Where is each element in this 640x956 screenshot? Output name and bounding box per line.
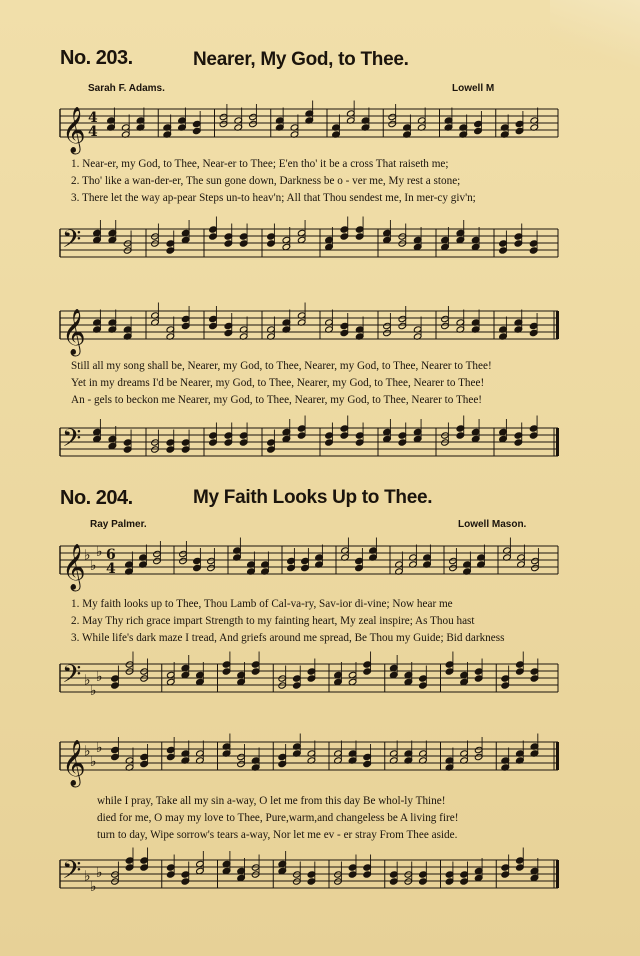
flat-sign-icon: ♭ xyxy=(96,740,103,756)
bass-clef-icon: 𝄢 xyxy=(62,424,82,459)
flat-sign-icon: ♭ xyxy=(84,868,91,885)
treble-clef-icon: 𝄞 xyxy=(62,107,86,153)
treble-clef-icon: 𝄞 xyxy=(62,740,86,786)
verse-line: Yet in my dreams I'd be Nearer, my God, to Thee, Nearer, my God, to Thee, Nearer to Thee! xyxy=(71,377,485,389)
flat-sign-icon: ♭ xyxy=(96,669,103,685)
verse-line: 3. While life's dark maze I tread, And griefs around me spread, Be Thou my Guide; Bid darkness xyxy=(71,632,505,644)
verse-line: turn to day, Wipe sorrow's tears a-way, Nor let me ev - er stray From Thee aside. xyxy=(97,829,458,841)
treble-clef-icon: 𝄞 xyxy=(62,544,86,590)
bass-clef-icon: 𝄢 xyxy=(62,856,82,891)
words-credit: Sarah F. Adams. xyxy=(88,83,165,94)
bass-clef-icon: 𝄢 xyxy=(62,225,82,260)
words-credit: Ray Palmer. xyxy=(90,519,147,530)
time-signature-icon: 4 xyxy=(88,124,98,140)
hymn-title: Nearer, My God, to Thee. xyxy=(193,49,409,70)
final-barline xyxy=(556,860,559,888)
flat-sign-icon: ♭ xyxy=(96,544,103,560)
hymn-number: No. 204. xyxy=(60,487,133,509)
music-credit: Lowell M xyxy=(452,83,495,94)
flat-sign-icon: ♭ xyxy=(90,558,97,574)
verse-line: An - gels to beckon me Nearer, my God, to Thee, Nearer, my God, to Thee, Nearer to Thee! xyxy=(71,394,483,406)
verse-line: 2. Tho' like a wan-der-er, The sun gone down, Darkness be o - ver me, My rest a stone; xyxy=(71,175,461,187)
verse-line: 3. There let the way ap-pear Steps un-to heav'n; All that Thou sendest me, In mer-cy giv'n; xyxy=(71,192,476,204)
flat-sign-icon: ♭ xyxy=(90,754,97,770)
time-signature-icon: 6 xyxy=(106,547,116,563)
verse-line: died for me, O may my love to Thee, Pure,warm,and changeless be A living fire! xyxy=(97,812,459,824)
verse-line: 2. May Thy rich grace impart Strength to my fainting heart, My zeal inspire; As Thou hast xyxy=(71,615,475,627)
verse-line: 1. Near-er, my God, to Thee, Near-er to Thee; E'en tho' it be a cross That raiseth me; xyxy=(71,158,449,170)
verse-line: 1. My faith looks up to Thee, Thou Lamb of Cal-va-ry, Sav-ior di-vine; Now hear me xyxy=(71,598,453,610)
flat-sign-icon: ♭ xyxy=(90,879,97,895)
flat-sign-icon: ♭ xyxy=(84,743,91,760)
verse-line: Still all my song shall be, Nearer, my God, to Thee, Nearer, my God, to Thee, Nearer to Thee! xyxy=(71,360,492,372)
hymn-number: No. 203. xyxy=(60,47,133,69)
treble-clef-icon: 𝄞 xyxy=(62,309,86,355)
time-signature-icon: 4 xyxy=(88,110,98,126)
hymn-title: My Faith Looks Up to Thee. xyxy=(193,487,433,508)
time-signature-icon: 4 xyxy=(106,561,116,577)
verse-line: while I pray, Take all my sin a-way, O let me from this day Be whol-ly Thine! xyxy=(97,795,446,807)
flat-sign-icon: ♭ xyxy=(90,683,97,699)
flat-sign-icon: ♭ xyxy=(84,547,91,564)
bass-clef-icon: 𝄢 xyxy=(62,660,82,695)
flat-sign-icon: ♭ xyxy=(96,865,103,881)
music-credit: Lowell Mason. xyxy=(458,519,527,530)
flat-sign-icon: ♭ xyxy=(84,672,91,689)
